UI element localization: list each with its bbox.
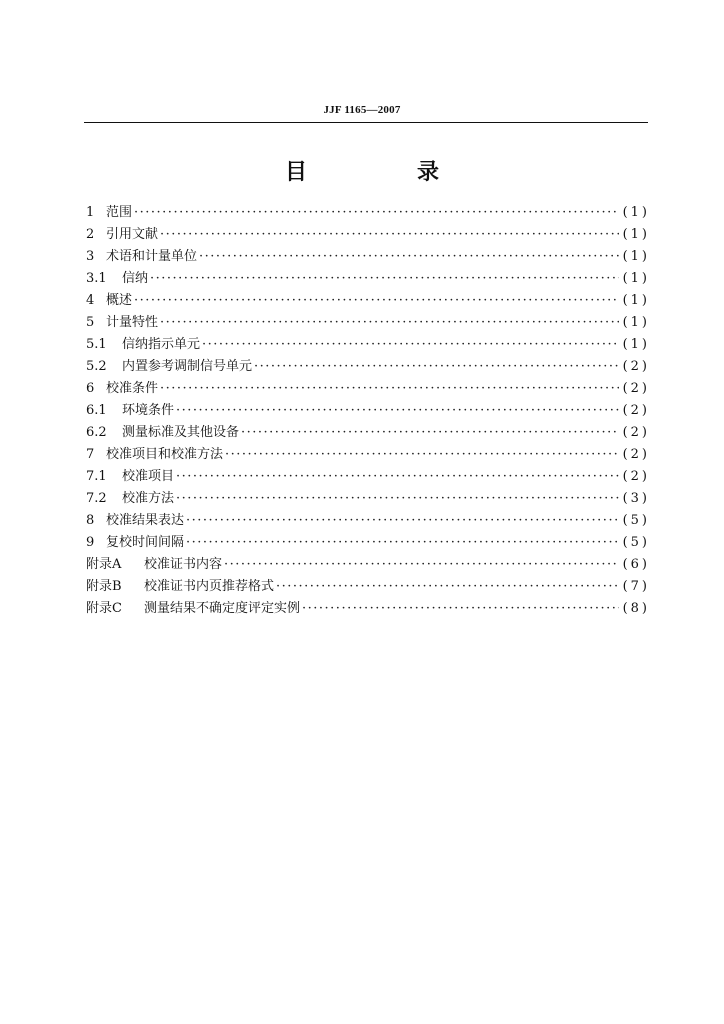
- toc-entry-number: 7: [86, 447, 95, 462]
- toc-entry-page: (1): [622, 337, 650, 352]
- toc-entry-page: (3): [622, 491, 650, 506]
- header-rule: [84, 122, 648, 123]
- toc-entry-number: 6.2: [86, 425, 107, 440]
- toc-entry-page: (1): [622, 271, 650, 286]
- page-title: 目 录: [284, 160, 483, 185]
- toc-entry-number: 4: [86, 293, 95, 308]
- toc-dot-leader: [254, 356, 619, 378]
- toc-entry-title: 校准结果表达: [106, 513, 185, 528]
- toc-dot-leader: [199, 246, 619, 268]
- toc-entry-page: (1): [622, 205, 650, 220]
- toc-entry-number: 5.1: [86, 337, 107, 352]
- toc-dot-leader: [186, 532, 619, 554]
- toc-entry-page: (1): [622, 293, 650, 308]
- toc-dot-leader: [160, 312, 619, 334]
- toc-entry-page: (7): [622, 579, 650, 594]
- toc-entry-number: 9: [86, 535, 95, 550]
- toc-entry-number: 3: [86, 249, 95, 264]
- toc-entry-title: 概述: [106, 293, 133, 308]
- toc-dot-leader: [224, 554, 619, 576]
- toc-entry-page: (1): [622, 249, 650, 264]
- toc-entry-title: 校准证书内页推荐格式: [144, 579, 275, 594]
- toc-entry-title: 校准证书内容: [144, 557, 223, 572]
- toc-entry[interactable]: [86, 378, 650, 400]
- toc-entry-title: 校准项目和校准方法: [106, 447, 224, 462]
- toc-dot-leader: [134, 202, 619, 224]
- toc-entry[interactable]: [86, 488, 650, 510]
- toc-entry[interactable]: [86, 532, 650, 554]
- toc-dot-leader: [225, 444, 619, 466]
- toc-entry-title: 测量标准及其他设备: [122, 425, 240, 440]
- toc-entry[interactable]: [86, 576, 650, 598]
- toc-entry-page: (2): [622, 469, 650, 484]
- toc-dot-leader: [186, 510, 619, 532]
- toc-entry-title: 范围: [106, 205, 133, 220]
- toc-entry[interactable]: [86, 246, 650, 268]
- toc-entry[interactable]: [86, 422, 650, 444]
- toc-entry-title: 引用文献: [106, 227, 159, 242]
- toc-entry-page: (2): [622, 447, 650, 462]
- toc-entry-page: (8): [622, 601, 650, 616]
- document-code: JJF 1165—2007: [323, 104, 401, 116]
- toc-entry-title: 校准项目: [122, 469, 175, 484]
- toc-entry-page: (5): [622, 513, 650, 528]
- toc-entry-title: 信纳指示单元: [122, 337, 201, 352]
- toc-dot-leader: [241, 422, 619, 444]
- toc-entry-number: 6: [86, 381, 95, 396]
- toc-entry-page: (2): [622, 359, 650, 374]
- toc-entry-title: 校准条件: [106, 381, 159, 396]
- toc-entry-number: 6.1: [86, 403, 107, 418]
- toc-entry[interactable]: [86, 554, 650, 576]
- toc-entry-title: 校准方法: [122, 491, 175, 506]
- toc-entry[interactable]: [86, 598, 650, 620]
- toc-entry-number: 附录A: [86, 557, 122, 572]
- toc-entry-page: (6): [622, 557, 650, 572]
- toc-entry[interactable]: [86, 356, 650, 378]
- toc-entry[interactable]: [86, 312, 650, 334]
- toc-entry-number: 8: [86, 513, 95, 528]
- toc-entry-title: 术语和计量单位: [106, 249, 198, 264]
- toc-dot-leader: [302, 598, 619, 620]
- toc-entry-number: 7.2: [86, 491, 107, 506]
- toc-entry-number: 1: [86, 205, 95, 220]
- toc-dot-leader: [150, 268, 619, 290]
- toc-dot-leader: [176, 466, 619, 488]
- toc-entry-page: (2): [622, 425, 650, 440]
- toc-entry[interactable]: [86, 268, 650, 290]
- toc-entry-number: 3.1: [86, 271, 107, 286]
- toc-entry[interactable]: [86, 444, 650, 466]
- toc-entry[interactable]: [86, 224, 650, 246]
- toc-entry-title: 复校时间间隔: [106, 535, 185, 550]
- toc-entry-title: 内置参考调制信号单元: [122, 359, 253, 374]
- toc-entry[interactable]: [86, 334, 650, 356]
- toc-dot-leader: [160, 378, 619, 400]
- toc-dot-leader: [134, 290, 619, 312]
- toc-entry-page: (5): [622, 535, 650, 550]
- toc-entry-number: 7.1: [86, 469, 107, 484]
- toc-entry-number: 5.2: [86, 359, 107, 374]
- toc-entry-page: (1): [622, 315, 650, 330]
- toc-dot-leader: [176, 400, 619, 422]
- toc-entry-number: 附录B: [86, 579, 122, 594]
- table-of-contents: [86, 202, 650, 620]
- toc-entry[interactable]: [86, 290, 650, 312]
- toc-entry-page: (2): [622, 381, 650, 396]
- toc-entry-page: (2): [622, 403, 650, 418]
- toc-dot-leader: [202, 334, 619, 356]
- toc-entry[interactable]: [86, 202, 650, 224]
- toc-entry-number: 5: [86, 315, 95, 330]
- toc-entry-title: 计量特性: [106, 315, 159, 330]
- toc-entry-title: 环境条件: [122, 403, 175, 418]
- toc-dot-leader: [160, 224, 619, 246]
- toc-entry-title: 测量结果不确定度评定实例: [144, 601, 301, 616]
- toc-dot-leader: [276, 576, 619, 598]
- toc-entry[interactable]: [86, 510, 650, 532]
- toc-entry-page: (1): [622, 227, 650, 242]
- toc-entry-number: 2: [86, 227, 95, 242]
- toc-entry[interactable]: [86, 466, 650, 488]
- toc-dot-leader: [176, 488, 619, 510]
- toc-entry-title: 信纳: [122, 271, 149, 286]
- toc-entry[interactable]: [86, 400, 650, 422]
- toc-entry-number: 附录C: [86, 601, 122, 616]
